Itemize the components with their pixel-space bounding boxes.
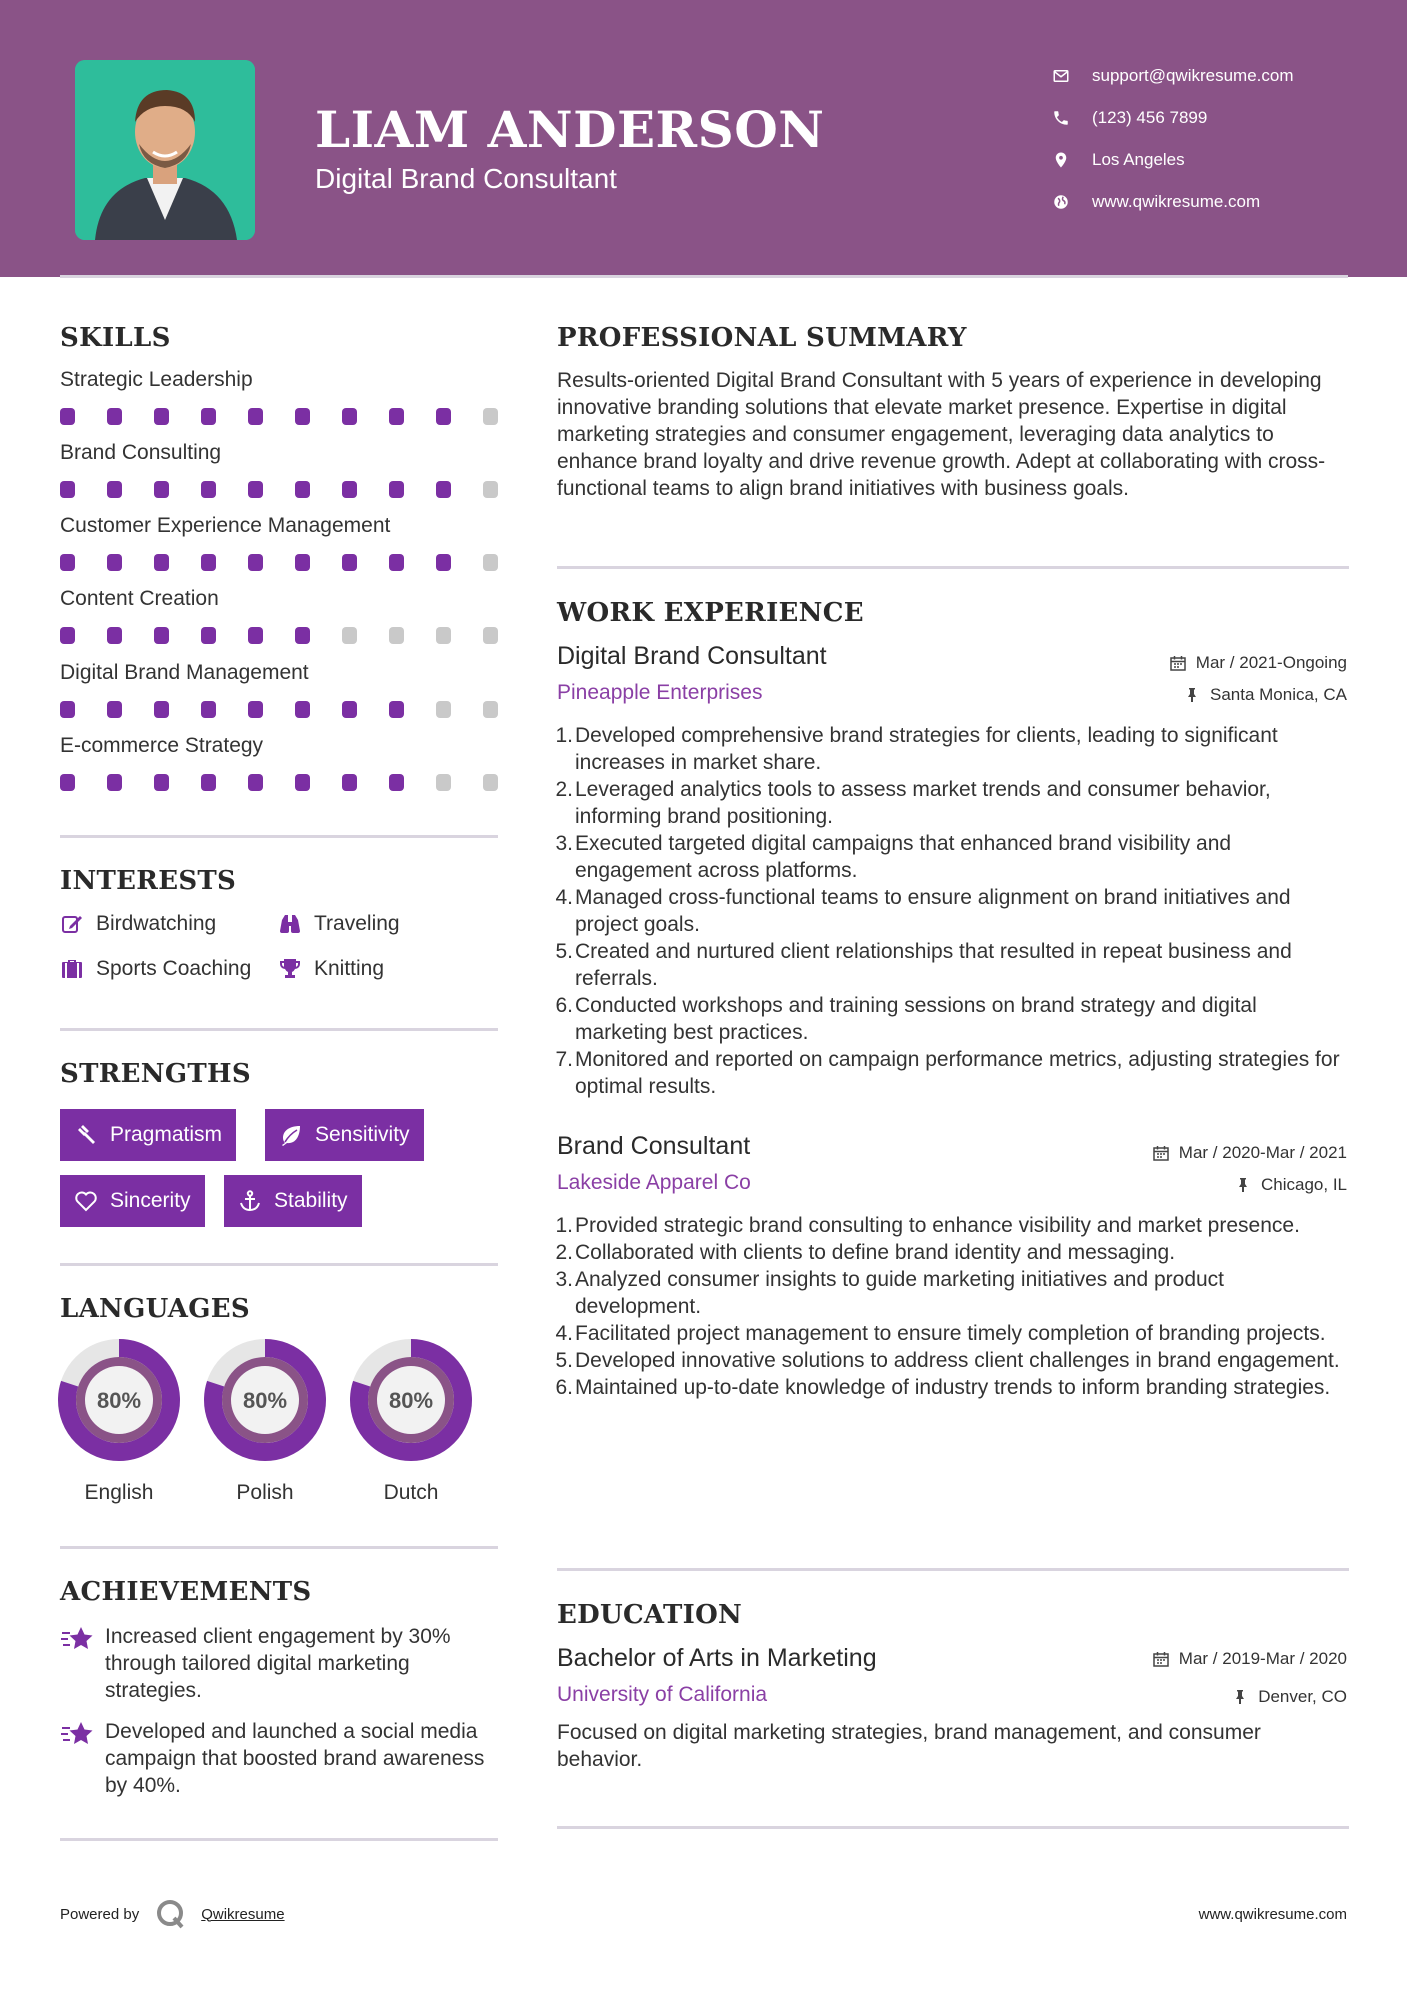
skill-dot-filled xyxy=(248,481,263,498)
contact-phone[interactable] xyxy=(1050,97,1390,139)
contact-location xyxy=(1050,139,1390,181)
language-name: Polish xyxy=(236,1481,294,1504)
skill-level-dots xyxy=(60,774,498,791)
skill-dot-filled xyxy=(342,701,357,718)
interest-label: Birdwatching xyxy=(96,912,217,935)
bullet-text: Maintained up-to-date knowledge of industry trends to inform branding strategies. xyxy=(575,1376,1331,1399)
language-name: Dutch xyxy=(383,1481,439,1504)
heart-icon xyxy=(74,1189,98,1213)
skill-dot-filled xyxy=(60,554,75,571)
job-dates-text: Mar / 2021-Ongoing xyxy=(1195,653,1347,672)
strength-badge xyxy=(60,1175,205,1227)
skill-name: E-commerce Strategy xyxy=(60,734,264,757)
skill-dot-filled xyxy=(107,481,122,498)
bullet-text: Created and nurtured client relationships that resulted in repeat business and referrals. xyxy=(575,940,1292,990)
strength-label: Sincerity xyxy=(110,1189,191,1212)
section-divider xyxy=(60,1838,498,1841)
person-photo-icon xyxy=(75,60,255,240)
skill-dot-empty xyxy=(436,774,451,791)
contact-website[interactable] xyxy=(1050,181,1390,223)
skill-dot-filled xyxy=(60,408,75,425)
strength-label: Sensitivity xyxy=(315,1123,410,1146)
gavel-icon xyxy=(74,1123,98,1147)
achievement-text: Increased client engagement by 30% through tailored digital marketing strategies. xyxy=(105,1625,451,1702)
languages-heading: LANGUAGES xyxy=(60,1294,250,1324)
skill-dot-filled xyxy=(295,554,310,571)
skill-dot-filled xyxy=(389,408,404,425)
phone-icon xyxy=(1050,107,1072,129)
education-dates xyxy=(1153,1649,1347,1669)
bullet-text: Facilitated project management to ensure timely completion of branding projects. xyxy=(575,1322,1326,1345)
interest-item xyxy=(60,912,216,936)
skill-dot-filled xyxy=(154,701,169,718)
contact-location-text: Los Angeles xyxy=(1092,150,1185,169)
bullet-text: Developed innovative solutions to address client challenges in brand engagement. xyxy=(575,1349,1340,1372)
strength-badge xyxy=(224,1175,362,1227)
skill-item xyxy=(60,441,500,498)
bullet-text: Provided strategic brand consulting to enhance visibility and market presence. xyxy=(575,1214,1300,1237)
candidate-name: LIAM ANDERSON xyxy=(315,100,825,159)
skill-dot-empty xyxy=(483,481,498,498)
section-divider xyxy=(557,566,1349,569)
skill-dot-empty xyxy=(483,701,498,718)
skill-dot-filled xyxy=(107,554,122,571)
section-divider xyxy=(60,1546,498,1549)
contact-email[interactable] xyxy=(1050,55,1390,97)
skill-dot-filled xyxy=(389,481,404,498)
skill-level-dots xyxy=(60,701,498,718)
achievement-item xyxy=(60,1718,500,1799)
skill-level-dots xyxy=(60,408,498,425)
list-item: 2. Collaborated with clients to define brand identity and messaging. xyxy=(555,1241,1176,1264)
brand-link[interactable]: Qwikresume xyxy=(201,1905,285,1923)
section-divider xyxy=(60,1263,498,1266)
pin-icon xyxy=(1184,687,1200,703)
education-dates-text: Mar / 2019-Mar / 2020 xyxy=(1178,1649,1347,1668)
skill-dot-filled xyxy=(248,701,263,718)
language-percent: 80% xyxy=(242,1388,288,1413)
skill-dot-filled xyxy=(107,701,122,718)
pin-icon xyxy=(1232,1689,1248,1705)
contact-website-text: www.qwikresume.com xyxy=(1092,192,1261,211)
pin-icon xyxy=(1235,1177,1251,1193)
job-location-text: Chicago, IL xyxy=(1261,1175,1347,1194)
header-divider xyxy=(60,275,1348,278)
school-name: University of California xyxy=(557,1683,768,1706)
skill-dot-filled xyxy=(107,408,122,425)
skill-dot-filled xyxy=(295,701,310,718)
skill-dot-filled xyxy=(201,554,216,571)
map-marker-icon xyxy=(1050,149,1072,171)
skill-dot-filled xyxy=(60,701,75,718)
contact-phone-text: (123) 456 7899 xyxy=(1092,108,1208,127)
skill-dot-filled xyxy=(389,554,404,571)
skill-dot-filled xyxy=(342,481,357,498)
language-progress-ring xyxy=(203,1338,327,1462)
list-item: 1. Provided strategic brand consulting to enhance visibility and market presence. xyxy=(555,1214,1300,1237)
skill-dot-filled xyxy=(436,408,451,425)
skill-dot-filled xyxy=(107,627,122,644)
skill-name: Strategic Leadership xyxy=(60,368,253,391)
binoculars-icon xyxy=(278,912,302,936)
experience-heading: WORK EXPERIENCE xyxy=(557,598,864,628)
language-item xyxy=(57,1338,181,1505)
skill-dot-filled xyxy=(154,627,169,644)
achievement-item xyxy=(60,1623,500,1704)
skill-dot-filled xyxy=(295,481,310,498)
achievement-text: Developed and launched a social media campaign that boosted brand awareness by 40%. xyxy=(105,1720,485,1797)
skill-dot-filled xyxy=(107,774,122,791)
envelope-icon xyxy=(1050,65,1072,87)
list-item: 4. Managed cross-functional teams to ensure alignment on brand initiatives and project goals. xyxy=(555,886,1291,936)
education-description: Focused on digital marketing strategies, brand management, and consumer behavior. xyxy=(557,1721,1261,1771)
skill-dot-filled xyxy=(201,627,216,644)
skill-dot-filled xyxy=(248,774,263,791)
skill-level-dots xyxy=(60,554,498,571)
strengths-heading: STRENGTHS xyxy=(60,1059,251,1089)
bullet-text: Leveraged analytics tools to assess market trends and consumer behavior, informing brand positioning. xyxy=(575,778,1271,828)
calendar-icon xyxy=(1153,1145,1169,1161)
bullet-text: Executed targeted digital campaigns that enhanced brand visibility and engagement across platforms. xyxy=(575,832,1232,882)
powered-by-text: Powered by xyxy=(60,1905,140,1923)
skill-dot-filled xyxy=(248,554,263,571)
list-item: 2. Leveraged analytics tools to assess market trends and consumer behavior, informing brand positioning. xyxy=(555,778,1271,828)
job-title: Brand Consultant xyxy=(557,1132,751,1160)
summary-text: Results-oriented Digital Brand Consultant with 5 years of experience in developing innovative branding solutions that elevate market presence. Expertise in digital marketing strategies and consumer engagement, leveraging data analytics to enhance brand loyalty and drive revenue growth. Adept at collaborating with cross-functional teams to align brand initiatives with business goals. xyxy=(557,369,1326,500)
skill-dot-filled xyxy=(295,408,310,425)
skill-dot-empty xyxy=(389,627,404,644)
bullet-text: Developed comprehensive brand strategies for clients, leading to significant increases in market share. xyxy=(575,724,1278,774)
skills-heading: SKILLS xyxy=(60,323,171,353)
briefcase-icon xyxy=(60,957,84,981)
contact-list xyxy=(1050,55,1390,223)
education-location xyxy=(1232,1687,1347,1707)
skill-dot-filled xyxy=(295,774,310,791)
job-dates-text: Mar / 2020-Mar / 2021 xyxy=(1178,1143,1347,1162)
skill-item xyxy=(60,368,500,425)
skill-item xyxy=(60,734,500,791)
skill-dot-filled xyxy=(342,554,357,571)
skill-dot-filled xyxy=(201,701,216,718)
interest-item xyxy=(278,957,384,981)
skill-item xyxy=(60,587,500,644)
strength-label: Stability xyxy=(274,1189,348,1212)
company-name: Pineapple Enterprises xyxy=(557,681,763,704)
calendar-icon xyxy=(1153,1651,1169,1667)
job-dates xyxy=(1153,1143,1347,1163)
list-item: 6. Maintained up-to-date knowledge of industry trends to inform branding strategies. xyxy=(555,1376,1331,1399)
interest-label: Knitting xyxy=(314,957,385,980)
skill-dot-empty xyxy=(436,701,451,718)
skill-dot-filled xyxy=(60,481,75,498)
skill-dot-filled xyxy=(436,554,451,571)
summary-heading: PROFESSIONAL SUMMARY xyxy=(557,323,967,353)
skill-name: Customer Experience Management xyxy=(60,514,391,537)
skill-dot-filled xyxy=(60,627,75,644)
skill-dot-filled xyxy=(389,774,404,791)
section-divider xyxy=(60,835,498,838)
star-icon xyxy=(60,1625,94,1653)
language-item xyxy=(203,1338,327,1505)
language-percent: 80% xyxy=(96,1388,142,1413)
skill-level-dots xyxy=(60,481,498,498)
language-item xyxy=(349,1338,473,1505)
skill-dot-filled xyxy=(342,774,357,791)
education-location-text: Denver, CO xyxy=(1258,1687,1347,1706)
job-responsibilities xyxy=(557,1212,1349,1401)
skill-dot-empty xyxy=(483,408,498,425)
skill-dot-empty xyxy=(483,774,498,791)
contact-email-text: support@qwikresume.com xyxy=(1092,66,1294,85)
strength-badge xyxy=(60,1109,236,1161)
skill-dot-empty xyxy=(483,554,498,571)
skill-dot-filled xyxy=(201,774,216,791)
candidate-title: Digital Brand Consultant xyxy=(315,163,617,194)
leaf-icon xyxy=(279,1123,303,1147)
skill-dot-filled xyxy=(248,627,263,644)
bullet-text: Conducted workshops and training sessions on brand strategy and digital marketing best practices. xyxy=(575,994,1257,1044)
profile-photo xyxy=(75,60,255,240)
bullet-text: Monitored and reported on campaign performance metrics, adjusting strategies for optimal results. xyxy=(575,1048,1340,1098)
skill-name: Content Creation xyxy=(60,587,219,610)
bullet-text: Analyzed consumer insights to guide marketing initiatives and product development. xyxy=(575,1268,1225,1318)
footer-website[interactable]: www.qwikresume.com xyxy=(1198,1906,1347,1923)
skill-dot-filled xyxy=(248,408,263,425)
globe-icon xyxy=(1050,191,1072,213)
strength-badge xyxy=(265,1109,424,1161)
list-item: 3. Executed targeted digital campaigns that enhanced brand visibility and engagement across platforms. xyxy=(555,832,1232,882)
list-item: 4. Facilitated project management to ensure timely completion of branding projects. xyxy=(555,1322,1326,1345)
skill-dot-empty xyxy=(342,627,357,644)
skill-dot-empty xyxy=(436,627,451,644)
degree-title: Bachelor of Arts in Marketing xyxy=(557,1644,877,1672)
interest-item xyxy=(278,912,400,936)
language-name: English xyxy=(84,1481,154,1504)
job-dates xyxy=(1170,653,1347,673)
education-heading: EDUCATION xyxy=(557,1600,743,1630)
skill-dot-filled xyxy=(295,627,310,644)
trophy-icon xyxy=(278,957,302,981)
job-location xyxy=(1184,685,1347,705)
qwikresume-logo-icon xyxy=(155,1898,187,1930)
resume-header xyxy=(0,0,1407,277)
list-item: 6. Conducted workshops and training sessions on brand strategy and digital marketing best practices. xyxy=(555,994,1257,1044)
calendar-icon xyxy=(1170,655,1186,671)
edit-icon xyxy=(60,912,84,936)
skill-dot-filled xyxy=(154,408,169,425)
bullet-text: Managed cross-functional teams to ensure alignment on brand initiatives and project goals. xyxy=(575,886,1291,936)
skill-name: Brand Consulting xyxy=(60,441,222,464)
language-progress-ring xyxy=(349,1338,473,1462)
footer-powered-by xyxy=(60,1898,285,1930)
skill-name: Digital Brand Management xyxy=(60,661,309,684)
strength-label: Pragmatism xyxy=(110,1123,223,1146)
job-title: Digital Brand Consultant xyxy=(557,642,827,670)
list-item: 1. Developed comprehensive brand strategies for clients, leading to significant increases in market share. xyxy=(555,724,1278,774)
bullet-text: Collaborated with clients to define brand identity and messaging. xyxy=(575,1241,1176,1264)
skill-item xyxy=(60,661,500,718)
interest-label: Sports Coaching xyxy=(96,957,252,980)
anchor-icon xyxy=(238,1189,262,1213)
skill-dot-filled xyxy=(154,554,169,571)
skill-dot-filled xyxy=(201,481,216,498)
skill-item xyxy=(60,514,500,571)
skill-level-dots xyxy=(60,627,498,644)
achievements-heading: ACHIEVEMENTS xyxy=(60,1577,312,1607)
skill-dot-filled xyxy=(342,408,357,425)
list-item: 5. Created and nurtured client relationships that resulted in repeat business and referrals. xyxy=(555,940,1292,990)
skill-dot-empty xyxy=(483,627,498,644)
interest-label: Traveling xyxy=(314,912,400,935)
skill-dot-filled xyxy=(60,774,75,791)
interests-heading: INTERESTS xyxy=(60,866,237,896)
interest-item xyxy=(60,957,251,981)
skill-dot-filled xyxy=(436,481,451,498)
language-percent: 80% xyxy=(388,1388,434,1413)
job-location-text: Santa Monica, CA xyxy=(1209,685,1347,704)
job-location xyxy=(1235,1175,1347,1195)
company-name: Lakeside Apparel Co xyxy=(557,1171,751,1194)
section-divider xyxy=(557,1826,1349,1829)
job-responsibilities xyxy=(557,722,1349,1100)
section-divider xyxy=(557,1568,1349,1571)
skill-dot-filled xyxy=(154,481,169,498)
skill-dot-filled xyxy=(154,774,169,791)
language-progress-ring xyxy=(57,1338,181,1462)
skill-dot-filled xyxy=(389,701,404,718)
list-item: 3. Analyzed consumer insights to guide marketing initiatives and product development. xyxy=(555,1268,1225,1318)
skill-dot-filled xyxy=(201,408,216,425)
star-icon xyxy=(60,1720,94,1748)
list-item: 5. Developed innovative solutions to address client challenges in brand engagement. xyxy=(555,1349,1340,1372)
list-item: 7. Monitored and reported on campaign performance metrics, adjusting strategies for optimal results. xyxy=(555,1048,1340,1098)
section-divider xyxy=(60,1028,498,1031)
